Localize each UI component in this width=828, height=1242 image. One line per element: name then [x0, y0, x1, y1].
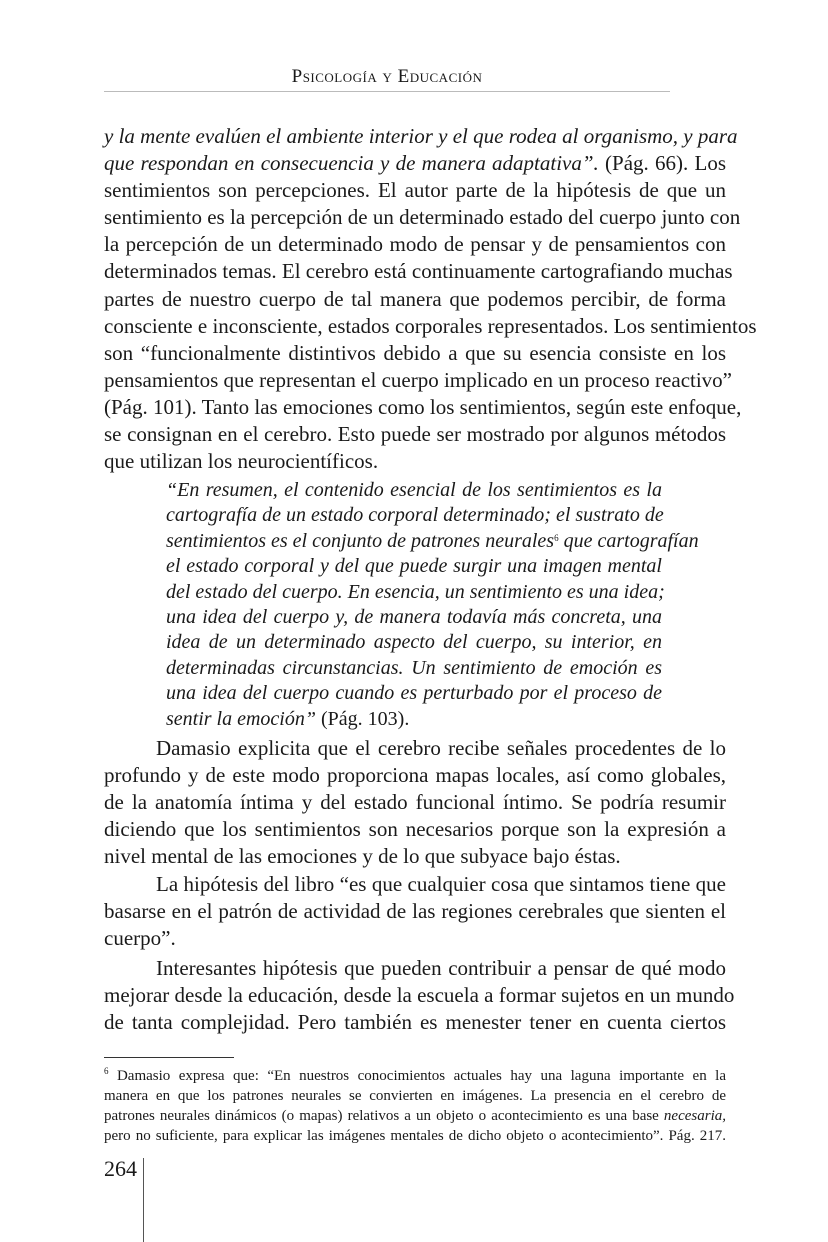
- text-segment: partes de nuestro cuerpo de tal manera que podemos percibir, de forma: [104, 286, 726, 311]
- text-segment: del estado del cuerpo. En esencia, un sentimiento es una idea;: [166, 580, 665, 603]
- page-number: 264: [104, 1156, 137, 1181]
- footnote-rule: [104, 1057, 234, 1058]
- text-segment: (Pág. 103).: [316, 707, 410, 730]
- page-margin-line: [143, 1158, 144, 1242]
- text-segment: Interesantes hipótesis que pueden contribuir a pensar de qué modo: [156, 956, 726, 980]
- text-line: [166, 656, 662, 681]
- text-segment: de la anatomía íntima y del estado funcional íntimo. Se podría resumir: [104, 790, 726, 815]
- text-line: [104, 367, 733, 394]
- text-line: [104, 871, 726, 898]
- paragraph-damasio: [104, 735, 726, 870]
- header-rule: [104, 91, 670, 92]
- text-line: [104, 1086, 726, 1106]
- text-line: [166, 580, 665, 605]
- text-line: [104, 843, 726, 870]
- text-segment: la percepción de un determinado modo de pensar y de pensamientos con: [104, 232, 726, 257]
- text-segment: manera en que los patrones neurales se convierten en imágenes. La presencia en el cerebro de: [104, 1088, 726, 1104]
- text-line: [104, 123, 738, 150]
- text-segment: determinadas circunstancias. Un sentimiento de emoción es: [166, 656, 662, 679]
- text-segment: sentir la emoción”: [166, 707, 316, 730]
- text-segment: sentimiento es la percepción de un determinado estado del cuerpo junto con: [104, 205, 741, 230]
- text-segment: idea de un determinado aspecto del cuerpo, su interior, en: [166, 631, 662, 654]
- text-segment: diciendo que los sentimientos son necesarios porque son la expresión a: [104, 817, 726, 842]
- text-line: [104, 448, 726, 475]
- text-segment: cuerpo”.: [104, 926, 176, 951]
- text-line: [166, 707, 662, 732]
- text-line: [104, 925, 726, 952]
- text-segment: consciente e inconsciente, estados corporales representados. Los sentimientos: [104, 313, 757, 338]
- text-line: [104, 1066, 726, 1086]
- text-segment: que utilizan los neurocientíficos.: [104, 449, 379, 474]
- text-line: [104, 150, 726, 177]
- text-segment: sentimientos son percepciones. El autor parte de la hipótesis de que un: [104, 178, 726, 203]
- text-segment: mejorar desde la educación, desde la escuela a formar sujetos en un mundo: [104, 983, 735, 1008]
- block-quote: [166, 478, 699, 732]
- text-segment: necesaria,: [663, 1108, 726, 1124]
- text-segment: patrones neurales dinámicos (o mapas) relativos a un objeto o acontecimiento es una base: [104, 1108, 664, 1124]
- text-line: [166, 529, 699, 554]
- text-segment: una idea del cuerpo cuando es perturbado por el proceso de: [166, 682, 662, 705]
- text-line: [104, 421, 726, 448]
- text-line: [104, 955, 726, 982]
- text-line: [104, 231, 726, 258]
- footnote-6: [104, 1066, 726, 1146]
- text-segment: Damasio expresa que: “En nuestros conocimientos actuales hay una laguna importante en la: [108, 1068, 726, 1084]
- text-segment: profundo y de este modo proporciona mapas locales, así como globales,: [104, 763, 726, 788]
- text-segment: “En resumen, el contenido esencial de los sentimientos es la: [166, 479, 662, 501]
- text-segment: basarse en el patrón de actividad de las regiones cerebrales que sienten el: [104, 899, 726, 924]
- text-segment: (Pág. 101). Tanto las emociones como los sentimientos, según este enfoque,: [104, 394, 742, 419]
- text-segment: una idea del cuerpo y, de manera todavía más concreta, una: [166, 605, 662, 628]
- text-segment: el estado corporal y del que puede surgir una imagen mental: [166, 555, 662, 578]
- text-segment: pero no suficiente, para explicar las imágenes mentales de dicho objeto o acontecimiento”. Pág. 217.: [104, 1128, 726, 1144]
- text-line: [166, 503, 662, 528]
- text-segment: nivel mental de las emociones y de lo que subyace bajo éstas.: [104, 844, 621, 869]
- text-segment: (Pág. 66). Los: [598, 151, 726, 176]
- paragraph-hipotesis: [104, 871, 726, 952]
- text-line: [104, 982, 735, 1009]
- text-line: [104, 816, 726, 843]
- text-segment: sentimientos es el conjunto de patrones neurales: [166, 529, 555, 552]
- text-line: [166, 478, 662, 503]
- text-line: [104, 286, 726, 313]
- text-line: [104, 340, 726, 367]
- footnote-marker: 6: [104, 1066, 109, 1076]
- text-line: [104, 735, 726, 762]
- text-line: [166, 681, 662, 706]
- text-segment: que cartografían: [558, 529, 699, 552]
- text-segment: y la mente evalúen el ambiente interior y el que rodea al organismo, y para: [104, 124, 738, 148]
- text-line: [104, 1126, 726, 1146]
- paragraph-interesantes: [104, 955, 735, 1036]
- text-line: [104, 789, 726, 816]
- text-segment: son “funcionalmente distintivos debido a que su esencia consiste en los: [104, 340, 726, 365]
- text-line: [104, 313, 757, 340]
- text-line: [166, 630, 662, 655]
- text-segment: que respondan en consecuencia y de manera adaptativa”.: [104, 151, 599, 176]
- text-line: [104, 258, 733, 285]
- text-line: [104, 177, 726, 204]
- text-line: [104, 898, 726, 925]
- text-segment: Damasio explicita que el cerebro recibe señales procedentes de lo: [156, 736, 726, 760]
- text-line: [104, 204, 741, 231]
- footnote-marker: 6: [554, 532, 559, 543]
- text-segment: pensamientos que representan el cuerpo implicado en un proceso reactivo”: [104, 367, 733, 392]
- text-line: [104, 1009, 726, 1036]
- text-segment: cartografía de un estado corporal determinado; el sustrato de: [166, 504, 664, 527]
- text-line: [104, 394, 742, 421]
- text-line: [166, 605, 662, 630]
- running-header: Psicología y Educación: [291, 66, 483, 87]
- text-line: [104, 762, 726, 789]
- text-segment: La hipótesis del libro “es que cualquier cosa que sintamos tiene que: [156, 872, 726, 896]
- text-segment: se consignan en el cerebro. Esto puede ser mostrado por algunos métodos: [104, 422, 726, 447]
- text-line: [104, 1106, 726, 1126]
- text-segment: determinados temas. El cerebro está continuamente cartografiando muchas: [104, 259, 733, 284]
- paragraph-continuation: [104, 123, 757, 475]
- text-segment: de tanta complejidad. Pero también es menester tener en cuenta ciertos: [104, 1010, 726, 1035]
- text-line: [166, 554, 662, 579]
